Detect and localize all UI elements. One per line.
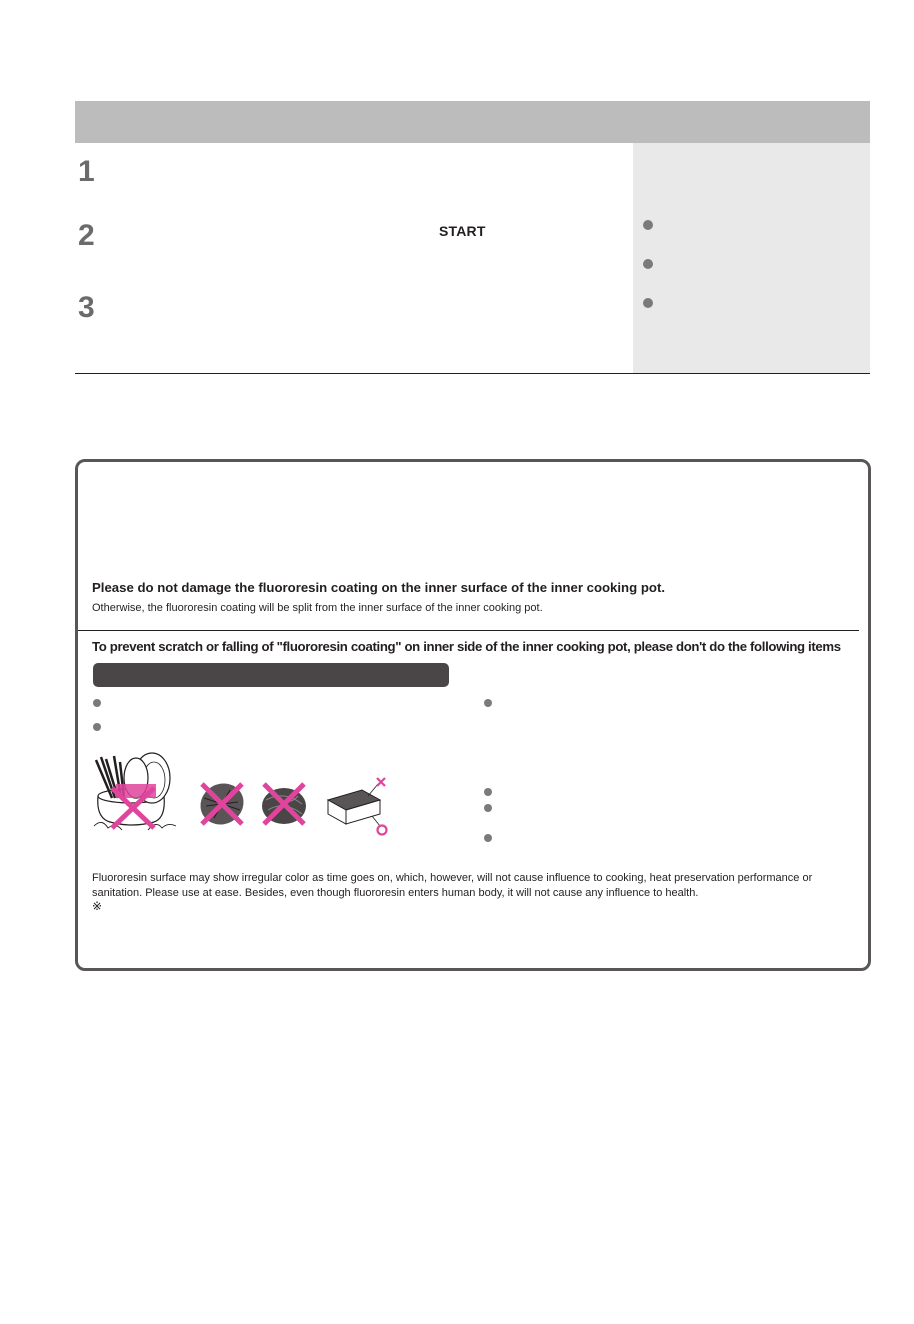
fluororesin-note: Fluororesin surface may show irregular color as time goes on, which, however, will not cause influence to cooking, heat preservation performance or sanitation. Please use at ease. Besides, even though fluororesin enters human body, it will not cause any influence to health.	[92, 872, 813, 899]
steps-section	[75, 143, 870, 374]
bullet-icon	[93, 723, 101, 731]
steps-header-bar	[75, 101, 870, 143]
reference-mark: ※	[92, 899, 103, 913]
bullet-icon	[484, 804, 492, 812]
heading-bar	[93, 663, 449, 687]
bullet-icon	[643, 298, 653, 308]
caution-box	[75, 459, 871, 971]
bullet-icon	[643, 220, 653, 230]
prohibited-items-illustration	[92, 748, 392, 838]
bullet-icon	[643, 259, 653, 269]
caution-title: Please do not damage the fluororesin coating on the inner surface of the inner cooking pot.	[92, 580, 665, 595]
bullet-icon	[484, 699, 492, 707]
divider	[78, 630, 859, 631]
bullet-icon	[93, 699, 101, 707]
sponge-icon	[328, 778, 387, 835]
scrub-brush-icon	[193, 776, 251, 833]
notes-panel	[633, 143, 870, 373]
pot-with-utensils-icon	[94, 753, 176, 830]
steel-wool-icon	[262, 784, 306, 824]
start-button-label: START	[439, 223, 486, 239]
step-number-3: 3	[78, 291, 95, 324]
caution-subtitle: Otherwise, the fluororesin coating will be split from the inner surface of the inner cooking pot.	[92, 602, 543, 614]
bullet-icon	[484, 834, 492, 842]
step-number-1: 1	[78, 155, 95, 188]
bullet-icon	[484, 788, 492, 796]
prevention-title: To prevent scratch or falling of "fluororesin coating" on inner side of the inner cooking pot, please don't do the following items	[92, 639, 841, 654]
step-number-2: 2	[78, 219, 95, 252]
